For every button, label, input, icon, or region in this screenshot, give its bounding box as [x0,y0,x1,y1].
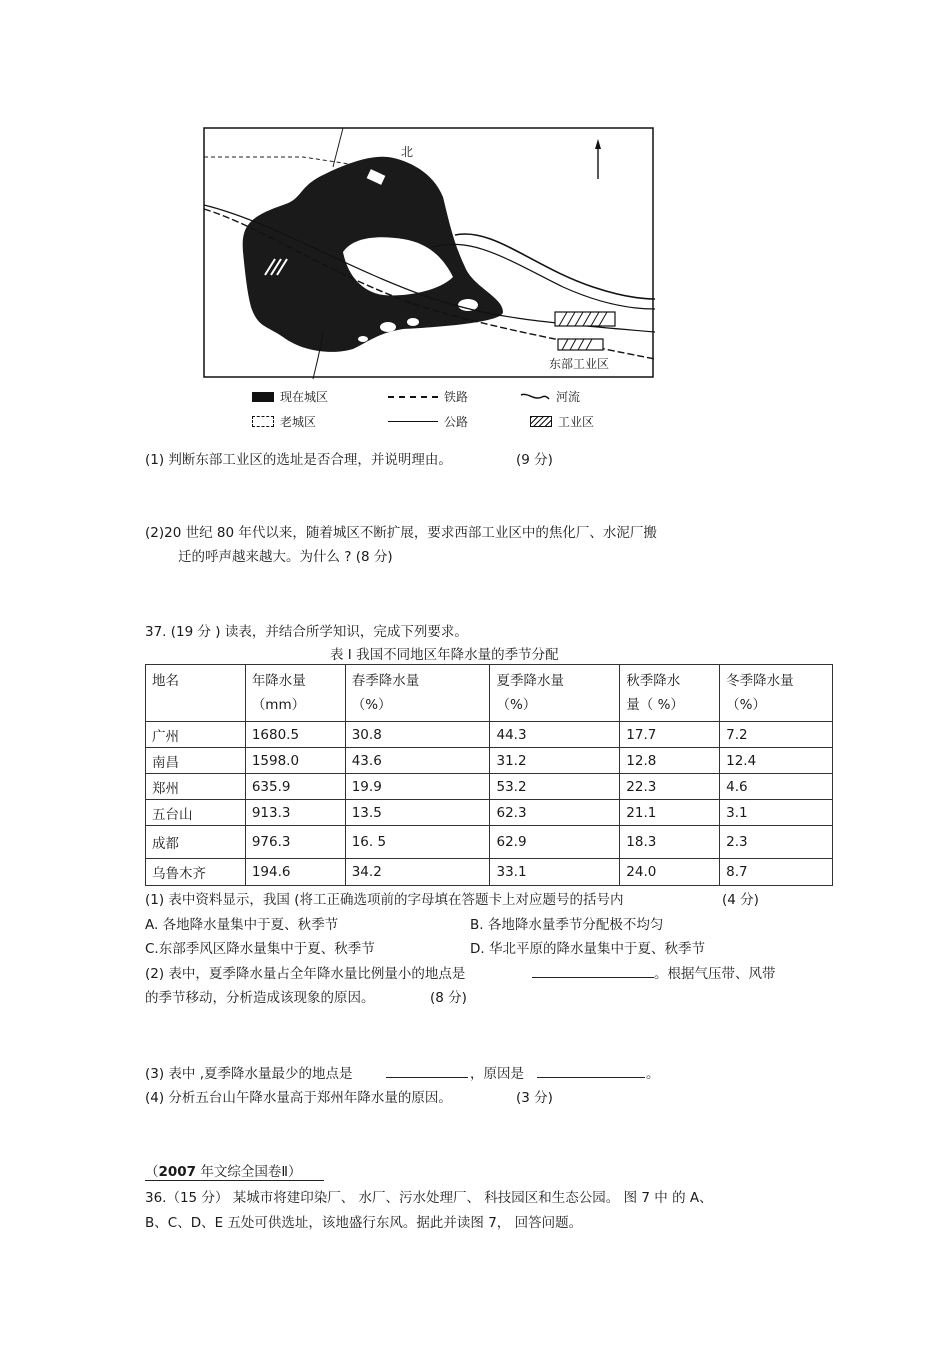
q36-sub1-score: (9 分) [516,452,553,468]
legend-railway: 铁路 [388,388,468,405]
q37-sub3-blank1[interactable] [386,1063,468,1078]
legend-river: 河流 [520,388,580,405]
table-row: 广州 1680.5 30.8 44.3 17.7 7.2 [146,722,833,748]
q37-sub2-part2: 。根据气压带、风带 [654,966,776,982]
table-header-cell: 夏季降水量 （%） [490,665,620,722]
q37-sub4-score: (3 分) [516,1090,553,1106]
table-row: 郑州 635.9 19.9 53.2 22.3 4.6 [146,774,833,800]
q37-sub3-blank2[interactable] [537,1063,645,1078]
legend-highway: 公路 [388,413,468,430]
q36-sub1: (1) 判断东部工业区的选址是否合理，并说明理由。 [145,452,452,468]
east-industrial-label: 东部工业区 [549,357,610,371]
table-header-cell: 年降水量 （mm） [245,665,345,722]
table-header-cell: 秋季降水 量（ %） [620,665,720,722]
legend-current-city: 现在城区 [252,388,328,405]
river-swatch-icon [520,392,550,402]
q37-sub1: (1) 表中资料显示，我国 (将工正确选项前的字母填在答题卡上对应题号的括号内 [145,892,624,908]
section-2007-header: （2007 年文综全国卷Ⅱ） [145,1160,324,1181]
table-row: 五台山 913.3 13.5 62.3 21.1 3.1 [146,800,833,826]
table-row: 成都 976.3 16. 5 62.9 18.3 2.3 [146,826,833,859]
q36-2007-line1: 36.（15 分） 某城市将建印染厂、 水厂、污水处理厂、 科技园区和生态公园。 图 7 中 的 A、 [145,1190,713,1206]
q37-sub2-line2: 的季节移动，分析造成该现象的原因。 [145,990,375,1006]
q36-sub2-line1: (2)20 世纪 80 年代以来，随着城区不断扩展，要求西部工业区中的焦化厂、水泥厂搬 [145,525,657,541]
q37-sub2-score: (8 分) [430,990,467,1006]
option-b: B. 各地降水量季节分配极不均匀 [470,917,664,933]
q37-sub3-part1: (3) 表中 ,夏季降水量最少的地点是 [145,1066,353,1082]
table-header-cell: 春季降水量 （%） [345,665,490,722]
city-map-figure [203,127,655,380]
table-row: 南昌 1598.0 43.6 31.2 12.8 12.4 [146,748,833,774]
q37-sub3-part2: ，原因是 [470,1066,524,1082]
q37-sub2-part1: (2) 表中，夏季降水量占全年降水量比例量小的地点是 [145,966,466,982]
table-header-cell: 地名 [146,665,246,722]
option-c: C.东部季风区降水量集中于夏、秋季节 [145,941,375,957]
q37-sub2-answer-blank[interactable] [532,963,654,978]
north-label: 北 [401,145,414,159]
railway-swatch-icon [388,396,438,398]
table-title: 表 I 我国不同地区年降水量的季节分配 [330,647,559,663]
table-header-row [146,665,833,722]
precipitation-table [145,664,833,886]
q37-intro: 37. (19 分 ) 读表，并结合所学知识，完成下列要求。 [145,624,468,640]
city-map-svg [203,127,655,380]
highway-swatch-icon [388,421,438,422]
current-city-swatch-icon [252,392,274,402]
legend-old-city: 老城区 [252,413,316,430]
legend-industrial: 工业区 [530,413,594,430]
q36-sub2-line2: 迁的呼声越来越大。为什么 ? (8 分) [178,549,393,565]
old-city-swatch-icon [252,416,274,427]
q37-sub4: (4) 分析五台山午降水量高于郑州年降水量的原因。 [145,1090,452,1106]
industrial-swatch-icon [530,416,552,427]
q37-sub3-end: 。 [646,1066,660,1082]
table-header-cell: 冬季降水量 （%） [720,665,833,722]
table-row: 乌鲁木齐 194.6 34.2 33.1 24.0 8.7 [146,859,833,886]
option-d: D. 华北平原的降水量集中于夏、秋季节 [470,941,705,957]
q36-2007-line2: B、C、D、E 五处可供选址，该地盛行东风。据此并读图 7， 回答问题。 [145,1215,583,1231]
option-a: A. 各地降水量集中于夏、秋季节 [145,917,339,933]
q37-sub1-score: (4 分) [722,892,759,908]
